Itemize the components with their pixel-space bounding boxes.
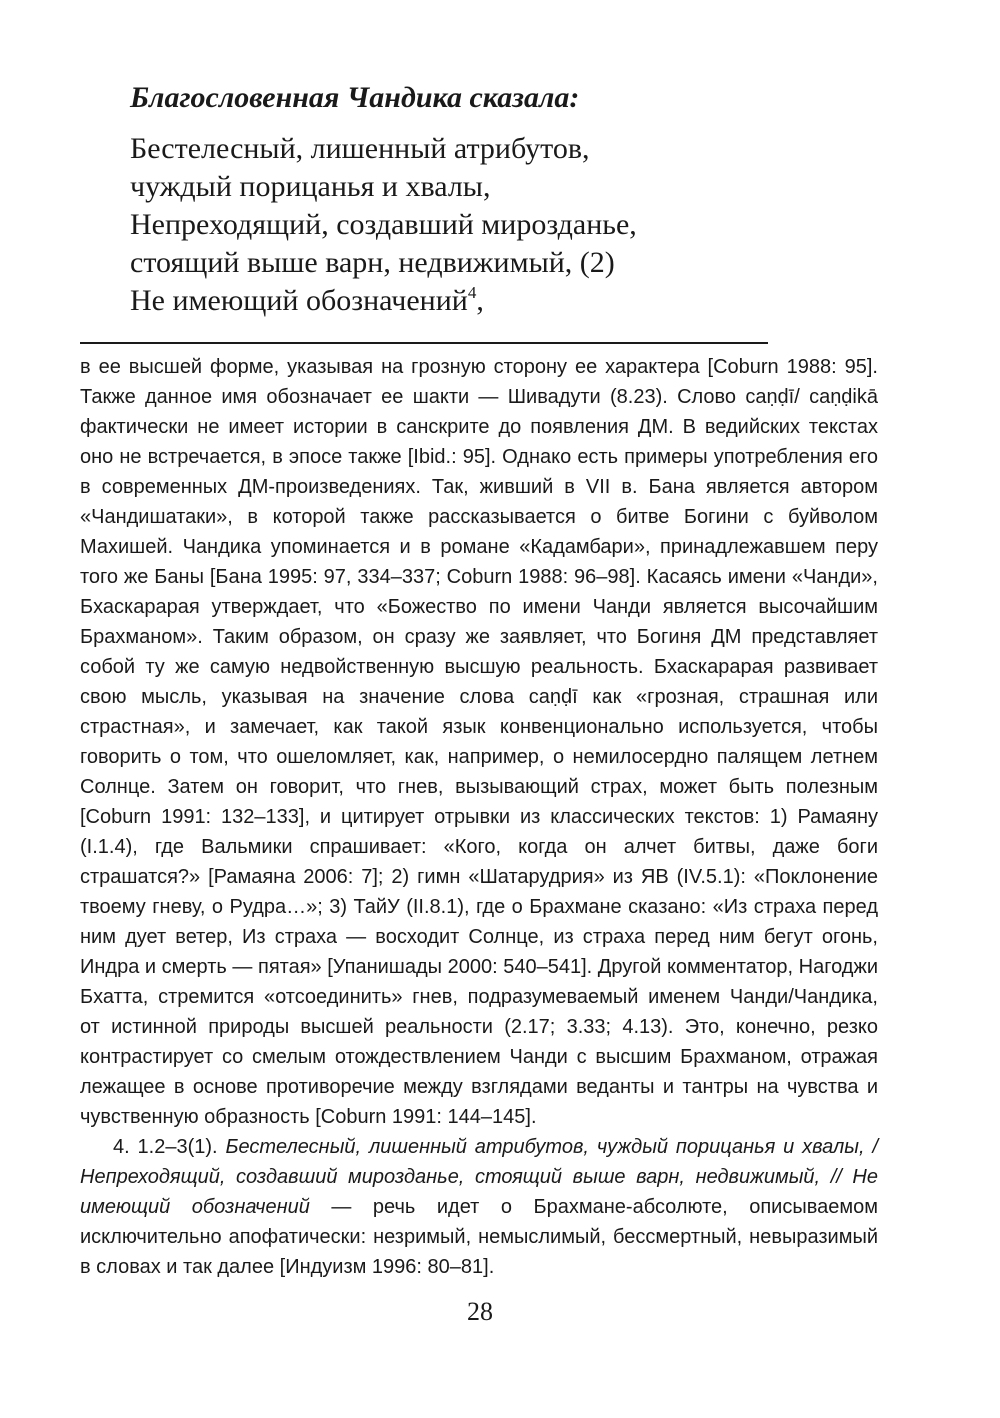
verse-line: Бестелесный, лишенный атрибутов, (130, 132, 590, 165)
footnote-separator (80, 342, 768, 344)
page-number: 28 (467, 1297, 493, 1326)
footnote-continued: в ее высшей форме, указывая на грозную сторону ее характера [Coburn 1988: 95]. Также данное имя обозначает ее шакти — Шивадути (8.23). Слово caṇḍī/ caṇḍikā фактически не имеет истории в санскрите до появления ДМ. В ведийских текстах оно не встречается, в эпосе также [Ibid.: 95]. Однако есть примеры употребления его в современных ДМ-произведениях. Так, живший в VII в. Бана является автором «Чандишатаки», в которой также рассказывается о битве Богини с буйволом Махишей. Чандика упоминается и в романе «Кадамбари», принадлежавшем перу того же Баны [Бана 1995: 97, 334–337; Coburn 1988: 96–98]. Касаясь имени «Чанди», Бхаскарарая утверждает, что «Божество по имени Чанди является высочайшим Брахманом». Таким образом, он сразу же заявляет, что Богиня ДМ представляет собой ту же самую недвойственную высшую реальность. Бхаскарарая развивает свою мысль, указывая на значение слова caṇḍī как «грозная, страшная или страстная», и замечает, как такой язык конвенционально используется, чтобы говорить о том, что ошеломляет, как, например, о немилосердно палящем летнем Солнце. Затем он говорит, что гнев, вызывающий страх, может быть полезным [Coburn 1991: 132–133], и цитирует отрывки из классических текстов: 1) Рамаяну (I.1.4), где Вальмики спрашивает: «Кого, когда он алчет битвы, даже боги страшатся?» [Рамаяна 2006: 7]; 2) гимн «Шатарудрия» из ЯВ (IV.5.1): «Поклонение твоему гневу, о Рудра…»; 3) ТайУ (II.8.1), где о Брахмане сказано: «Из страха перед ним дует ветер, Из страха — восходит Солнце, из страха перед ним бегут огонь, Индра и смерть — пятая» [Упанишады 2000: 540–541]. Другой комментатор, Нагоджи Бхатта, стремится «отсоединить» гнев, подразумеваемый именем Чанди/Чандика, от истинной природы высшей реальности (2.17; 3.33; 4.13). Это, конечно, резко контрастирует со смелым отождествлением Чанди с высшим Брахманом, отражая лежащее в основе противоречие между взглядами веданты и тантры на чувства и чувственную образность [Coburn 1991: 144–145]. (80, 356, 878, 1128)
verse-line-text: Не имеющий обозначений (130, 284, 468, 317)
verse-line (130, 282, 637, 320)
footnote-4 (80, 1132, 878, 1282)
footnotes (80, 352, 878, 1282)
footnote-quote: Бестелесный, лишенный атрибутов, чуждый порицанья и хвалы, / Непреходящий, создавший мирозданье, стоящий выше варн, недвижимый, // Не имеющий обозначений (80, 1136, 878, 1218)
speaker-heading: Благословенная Чандика сказала: (130, 81, 580, 114)
verse-line-tail: , (476, 284, 484, 317)
footnote-marker[interactable]: 4 (467, 283, 477, 302)
verse-line: чуждый порицанья и хвалы, (130, 170, 491, 203)
footnote-number: 4. 1.2–3(1). (113, 1136, 218, 1158)
verse-line: стоящий выше варн, недвижимый, (2) (130, 246, 615, 279)
verse-line: Непреходящий, создавший мирозданье, (130, 208, 637, 241)
verse-block (130, 130, 637, 320)
footnote-text: — речь идет о Брахмане-абсолюте, описываемом исключительно апофатически: незримый, немыслимый, бессмертный, невыразимый в словах и так далее [Индуизм 1996: 80–81]. (80, 1196, 878, 1278)
